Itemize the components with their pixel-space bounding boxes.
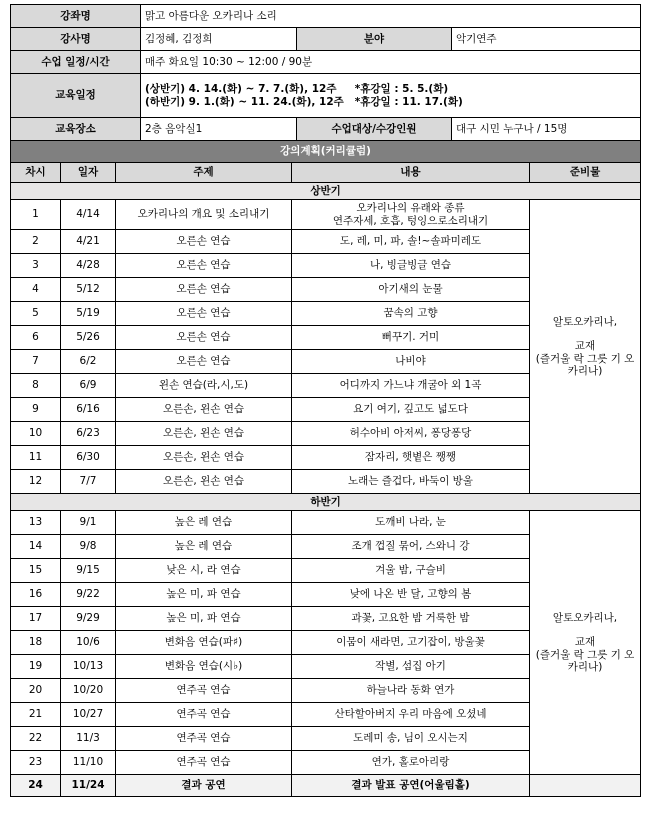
row-date: 6/30 — [61, 446, 116, 470]
row-topic: 연주곡 연습 — [116, 727, 292, 751]
materials-cell: 알토오카리나, 교재 (즐거울 락 그릇 기 오카리나) — [530, 511, 641, 775]
col-header-topic: 주제 — [116, 163, 292, 183]
row-content: 뻐꾸기. 거미 — [292, 326, 530, 350]
row-content: 요기 여기, 깊고도 넓도다 — [292, 398, 530, 422]
row-no: 9 — [11, 398, 61, 422]
row-date: 10/27 — [61, 703, 116, 727]
row-content: 나, 빙글빙글 연습 — [292, 254, 530, 278]
field-label: 분야 — [297, 28, 452, 51]
row-topic: 왼손 연습(라,시,도) — [116, 374, 292, 398]
row-no: 22 — [11, 727, 61, 751]
row-content: 과꽃, 고요한 밤 거룩한 밤 — [292, 607, 530, 631]
row-date: 11/3 — [61, 727, 116, 751]
instructor: 김정혜, 김정희 — [141, 28, 297, 51]
last-row-date: 11/24 — [61, 775, 116, 797]
first-half-rows — [11, 200, 641, 494]
target-label: 수업대상/수강인원 — [297, 118, 452, 141]
row-no: 20 — [11, 679, 61, 703]
row-no: 19 — [11, 655, 61, 679]
edu-period-label: 교육일정 — [11, 74, 141, 118]
course-info-table — [10, 4, 641, 141]
row-date: 6/23 — [61, 422, 116, 446]
row-topic: 오카리나의 개요 및 소리내기 — [116, 200, 292, 230]
row-no: 17 — [11, 607, 61, 631]
row-content: 노래는 즐겁다, 바둑이 방울 — [292, 470, 530, 494]
row-date: 10/6 — [61, 631, 116, 655]
last-row-content: 결과 발표 공연(어울림홀) — [292, 775, 530, 797]
row-date: 9/15 — [61, 559, 116, 583]
row-no: 14 — [11, 535, 61, 559]
row-date: 5/12 — [61, 278, 116, 302]
row-no: 10 — [11, 422, 61, 446]
row-topic: 변화음 연습(시♭) — [116, 655, 292, 679]
row-date: 9/8 — [61, 535, 116, 559]
row-content: 작별, 섬집 아기 — [292, 655, 530, 679]
row-no: 3 — [11, 254, 61, 278]
row-no: 18 — [11, 631, 61, 655]
row-no: 13 — [11, 511, 61, 535]
row-date: 4/21 — [61, 230, 116, 254]
row-topic: 오른손, 왼손 연습 — [116, 422, 292, 446]
row-no: 6 — [11, 326, 61, 350]
field: 악기연주 — [452, 28, 641, 51]
row-content: 나비야 — [292, 350, 530, 374]
row-no: 8 — [11, 374, 61, 398]
edu-period — [141, 74, 641, 118]
schedule-label: 수업 일정/시간 — [11, 51, 141, 74]
second-half-period: (하반기) 9. 1.(화) ~ 11. 24.(화), 12주 *휴강일 : 11. 17.(화) — [145, 95, 463, 108]
row-date: 5/26 — [61, 326, 116, 350]
row-content: 낮에 나온 반 달, 고향의 봄 — [292, 583, 530, 607]
row-topic: 낮은 시, 라 연습 — [116, 559, 292, 583]
row-date: 4/14 — [61, 200, 116, 230]
row-date: 5/19 — [61, 302, 116, 326]
row-date: 4/28 — [61, 254, 116, 278]
row-no: 7 — [11, 350, 61, 374]
row-topic: 오른손 연습 — [116, 278, 292, 302]
row-date: 10/20 — [61, 679, 116, 703]
row-content: 도깨비 나라, 눈 — [292, 511, 530, 535]
row-topic: 오른손 연습 — [116, 254, 292, 278]
row-date: 9/29 — [61, 607, 116, 631]
row-topic: 오른손 연습 — [116, 230, 292, 254]
row-no: 16 — [11, 583, 61, 607]
row-no: 1 — [11, 200, 61, 230]
course-name-label: 강좌명 — [11, 5, 141, 28]
table-row — [11, 511, 641, 535]
row-no: 2 — [11, 230, 61, 254]
first-half-label: 상반기 — [11, 183, 641, 200]
row-date: 6/2 — [61, 350, 116, 374]
row-topic: 오른손, 왼손 연습 — [116, 470, 292, 494]
row-topic: 오른손 연습 — [116, 326, 292, 350]
row-no: 23 — [11, 751, 61, 775]
first-half-period: (상반기) 4. 14.(화) ~ 7. 7.(화), 12주 *휴강일 : 5. 5.(화) — [145, 83, 449, 96]
row-content: 하늘나라 동화 연가 — [292, 679, 530, 703]
row-topic: 오른손 연습 — [116, 302, 292, 326]
col-header-date: 일자 — [61, 163, 116, 183]
row-content: 연가, 홀로아리랑 — [292, 751, 530, 775]
second-half-rows — [11, 511, 641, 775]
row-topic: 연주곡 연습 — [116, 751, 292, 775]
materials-cell: 알토오카리나, 교재 (즐거울 락 그릇 기 오카리나) — [530, 200, 641, 494]
course-document — [10, 4, 640, 797]
last-row-no: 24 — [11, 775, 61, 797]
row-topic: 높은 레 연습 — [116, 535, 292, 559]
target: 대구 시민 누구나 / 15명 — [452, 118, 641, 141]
row-topic: 높은 미, 파 연습 — [116, 607, 292, 631]
row-content: 잠자리, 햇볕은 쨍쨍 — [292, 446, 530, 470]
place-label: 교육장소 — [11, 118, 141, 141]
row-content: 겨울 밤, 구슬비 — [292, 559, 530, 583]
row-date: 6/16 — [61, 398, 116, 422]
row-topic: 높은 미, 파 연습 — [116, 583, 292, 607]
row-content: 허수아비 아저씨, 퐁당퐁당 — [292, 422, 530, 446]
row-date: 6/9 — [61, 374, 116, 398]
row-no: 12 — [11, 470, 61, 494]
col-header-materials: 준비물 — [530, 163, 641, 183]
row-content: 이뭄이 새라면, 고기잡이, 방울꽃 — [292, 631, 530, 655]
row-topic: 변화음 연습(파♯) — [116, 631, 292, 655]
schedule: 매주 화요일 10:30 ~ 12:00 / 90분 — [141, 51, 641, 74]
curriculum-table — [10, 140, 641, 797]
row-date: 9/22 — [61, 583, 116, 607]
row-date: 11/10 — [61, 751, 116, 775]
second-half-label: 하반기 — [11, 494, 641, 511]
row-date: 10/13 — [61, 655, 116, 679]
row-content: 도, 레, 미, 파, 솔!~솔파미레도 — [292, 230, 530, 254]
row-content: 오카리나의 유래와 종류 연주자세, 호흡, 텅잉으로소리내기 — [292, 200, 530, 230]
row-no: 5 — [11, 302, 61, 326]
last-row-materials — [530, 775, 641, 797]
row-no: 4 — [11, 278, 61, 302]
row-no: 21 — [11, 703, 61, 727]
row-content: 산타할아버지 우리 마음에 오셨네 — [292, 703, 530, 727]
row-content: 도레미 송, 님이 오시는지 — [292, 727, 530, 751]
row-topic: 높은 레 연습 — [116, 511, 292, 535]
table-row — [11, 200, 641, 230]
course-name: 맑고 아름다운 오카리나 소리 — [141, 5, 641, 28]
place: 2층 음악실1 — [141, 118, 297, 141]
row-no: 11 — [11, 446, 61, 470]
row-date: 7/7 — [61, 470, 116, 494]
last-row-topic: 결과 공연 — [116, 775, 292, 797]
row-topic: 연주곡 연습 — [116, 679, 292, 703]
col-header-content: 내용 — [292, 163, 530, 183]
row-topic: 오른손 연습 — [116, 350, 292, 374]
row-no: 15 — [11, 559, 61, 583]
row-date: 9/1 — [61, 511, 116, 535]
row-content: 어디까지 가느냐 개굴아 외 1곡 — [292, 374, 530, 398]
row-content: 꿈속의 고향 — [292, 302, 530, 326]
row-content: 아기새의 눈물 — [292, 278, 530, 302]
row-topic: 오른손, 왼손 연습 — [116, 446, 292, 470]
curriculum-title: 강의계획(커리큘럼) — [11, 141, 641, 163]
row-content: 조개 껍질 묶어, 스와니 강 — [292, 535, 530, 559]
instructor-label: 강사명 — [11, 28, 141, 51]
row-topic: 연주곡 연습 — [116, 703, 292, 727]
row-topic: 오른손, 왼손 연습 — [116, 398, 292, 422]
col-header-no: 차시 — [11, 163, 61, 183]
